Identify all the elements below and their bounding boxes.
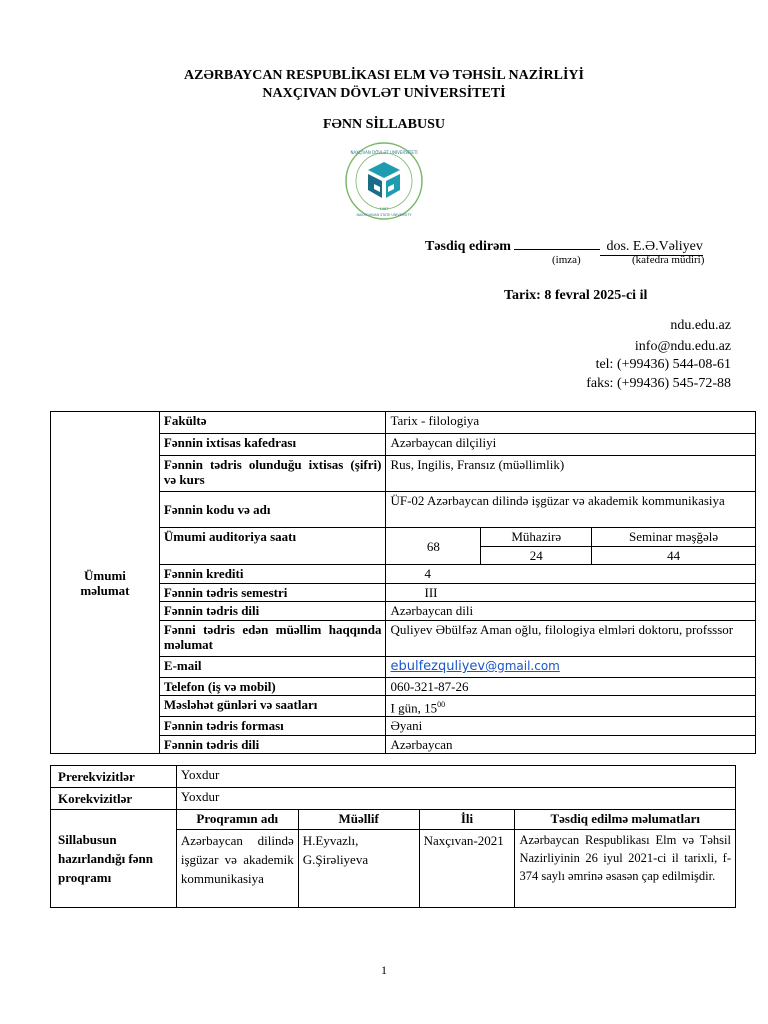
- specialty-value: Rus, Ingilis, Fransız (müəllimlik): [386, 456, 756, 492]
- seminar-label: Seminar məşğələ: [592, 528, 756, 547]
- consult-value: [386, 696, 756, 717]
- consult-label: Məsləhət günləri və saatları: [159, 696, 386, 717]
- email-domain[interactable]: @gmail.com: [485, 659, 560, 673]
- credit-label: Fənnin krediti: [159, 565, 386, 584]
- form-label: Fənnin tədris forması: [159, 717, 386, 736]
- faculty-value: Tarix - filologiya: [386, 412, 756, 434]
- specialty-label: Fənnin tədris olunduğu ixtisas (şifri) və kurs: [159, 456, 386, 492]
- program-year-header: İli: [419, 810, 515, 830]
- university-title: NAXÇIVAN DÖVLƏT UNİVERSİTETİ: [262, 86, 506, 101]
- corequisites-value: Yoxdur: [176, 788, 735, 810]
- lecture-label: Mühazirə: [481, 528, 592, 547]
- faculty-label: Fakültə: [159, 412, 386, 434]
- university-logo: [338, 140, 430, 222]
- program-label: Sillabusun hazırlandığı fənn proqramı: [51, 810, 177, 908]
- program-name: Azərbaycan dilində işgüzar və akademik kommunikasiya: [176, 830, 298, 908]
- semester-value: III: [386, 584, 756, 602]
- lecture-hours: 24: [481, 547, 592, 565]
- email-user[interactable]: ebulfezquliyev: [390, 659, 486, 674]
- svg-text:1967: 1967: [379, 207, 389, 211]
- general-info-label: Ümumi məlumat: [51, 412, 160, 754]
- language2-label: Fənnin tədris dili: [159, 736, 386, 754]
- prerequisites-label: Prerekvizitlər: [51, 766, 177, 788]
- course-code-value: ÜF-02 Azərbaycan dilində işgüzar və akademik kommunikasiya: [386, 492, 756, 528]
- program-year: Naxçıvan-2021: [419, 830, 515, 908]
- prerequisites-value: Yoxdur: [176, 766, 735, 788]
- consult-day: I gün, 15: [390, 700, 438, 716]
- department-value: Azərbaycan dilçiliyi: [386, 434, 756, 456]
- total-hours-label: Ümumi auditoriya saatı: [159, 528, 386, 565]
- contact-phone: tel: (+99436) 544-08-61: [595, 357, 731, 372]
- language-value: Azərbaycan dili: [386, 602, 756, 621]
- page-number: 1: [381, 963, 387, 977]
- total-hours-value: 68: [386, 528, 481, 565]
- contact-fax: faks: (+99436) 545-72-88: [586, 376, 731, 391]
- teacher-value: Quliyev Əbülfəz Aman oğlu, filologiya elmləri doktoru, profsssor: [386, 621, 756, 657]
- role-caption: (kafedra müdiri): [632, 254, 705, 266]
- document-title: FƏNN SİLLABUSU: [323, 117, 445, 132]
- semester-label: Fənnin tədris semestri: [159, 584, 386, 602]
- program-author: H.Eyvazlı, G.Şirəliyeva: [298, 830, 419, 908]
- credit-value: 4: [386, 565, 756, 584]
- signature-line: [514, 237, 600, 250]
- language2-value: Azərbaycan: [386, 736, 756, 754]
- contact-website: ndu.edu.az: [670, 318, 731, 333]
- general-info-table: [50, 411, 756, 754]
- svg-text:NAKHCHIVAN STATE UNIVERSITY: NAKHCHIVAN STATE UNIVERSITY: [356, 213, 412, 217]
- teacher-label: Fənni tədris edən müəllim haqqında məlumat: [159, 621, 386, 657]
- prerequisites-table: [50, 765, 736, 908]
- corequisites-label: Korekvizitlər: [51, 788, 177, 810]
- phone-label: Telefon (iş və mobil): [159, 678, 386, 696]
- email-label: E-mail: [159, 657, 386, 678]
- approver-name: dos. E.Ə.Vəliyev: [600, 239, 702, 256]
- imza-caption: (imza): [552, 254, 581, 266]
- course-code-label: Fənnin kodu və adı: [159, 492, 386, 528]
- program-name-header: Proqramın adı: [176, 810, 298, 830]
- form-value: Əyani: [386, 717, 756, 736]
- approval-label: Təsdiq edirəm: [425, 239, 511, 254]
- department-label: Fənnin ixtisas kafedrası: [159, 434, 386, 456]
- contact-email: info@ndu.edu.az: [634, 339, 731, 354]
- phone-value: 060-321-87-26: [386, 678, 756, 696]
- email-value[interactable]: [386, 657, 756, 678]
- program-approval: Azərbaycan Respublikası Elm və Təhsil Nazirliyinin 26 iyul 2021-ci il tarixli, f-374 saylı əmrinə əsasən çap edilmişdir.: [515, 830, 736, 908]
- program-approval-header: Təsdiq edilmə məlumatları: [515, 810, 736, 830]
- seminar-hours: 44: [592, 547, 756, 565]
- approval-date: Tarix: 8 fevral 2025-ci il: [504, 288, 648, 303]
- program-author-header: Müəllif: [298, 810, 419, 830]
- svg-text:NAXÇIVAN DÖVLƏT UNİVERSİTETİ: NAXÇIVAN DÖVLƏT UNİVERSİTETİ: [350, 150, 418, 155]
- language-label: Fənnin tədris dili: [159, 602, 386, 621]
- consult-minutes: 00: [437, 700, 446, 709]
- ministry-title: AZƏRBAYCAN RESPUBLİKASI ELM VƏ TƏHSİL NAZİRLİYİ: [184, 68, 584, 83]
